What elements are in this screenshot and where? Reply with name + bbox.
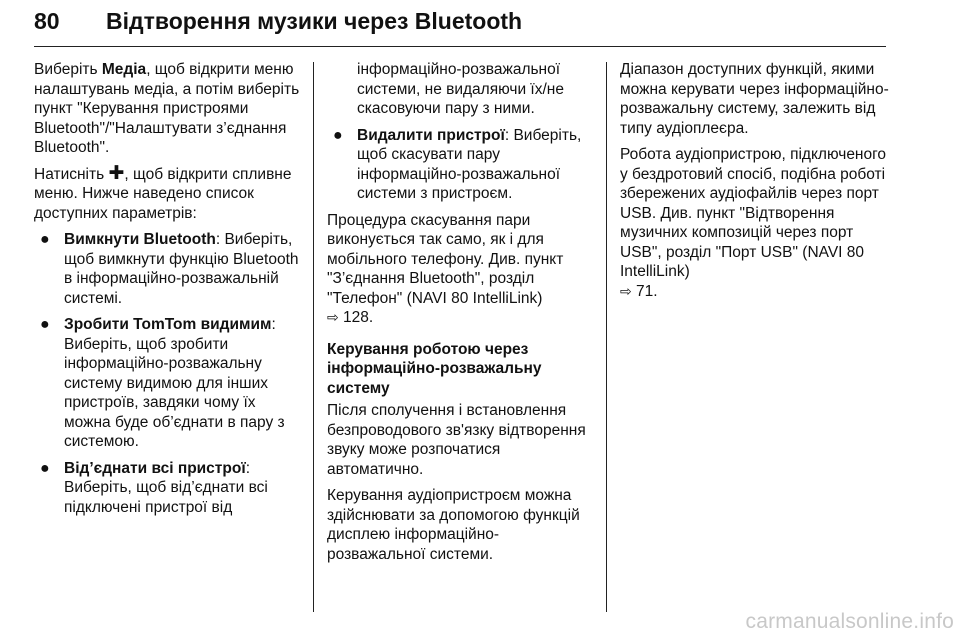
column-2 (327, 60, 595, 571)
bullet-icon: ● (40, 231, 50, 248)
list-item: ● Видалити пристрої: Виберіть, щоб скасувати пару інформаційно-розважальної системи з пристроєм. (333, 126, 582, 202)
list-item: ● Вимкнути Bluetooth: Виберіть, щоб вимкнути функцію Bluetooth в інформаційно-розважальній системі. (40, 231, 299, 307)
page-number: 80 (34, 8, 60, 34)
list-item-continuation: інформаційно-розважальної системи, не видаляючи їх/не скасовуючи пару з ними. (357, 61, 564, 117)
column-1 (34, 60, 302, 524)
watermark: carmanualsonline.info (745, 610, 954, 633)
list-item: ● Зробити TomTom видимим: Виберіть, щоб зробити інформаційно-розважальну систему видимою для інших пристроїв, завдяки чому їх можна буде об’єднати в пару з системою. (40, 316, 285, 450)
plus-icon: ✚ (108, 162, 125, 184)
page-ref-arrow-icon: ⇨ (327, 309, 339, 325)
paragraph-unpair: Процедура скасування пари виконується так само, як і для мобільного телефону. Див. пункт "З’єднання Bluetooth", розділ "Телефон" (NAVI 80 IntelliLink) ⇨ 128. (327, 211, 564, 326)
bullet-icon: ● (40, 316, 50, 333)
section-heading: Керування роботою через інформаційно-розважальну систему (327, 340, 542, 397)
paragraph-functions: Діапазон доступних функцій, якими можна керувати через інформаційно-розважальну систему, залежить від типу аудіоплеєра. (620, 61, 889, 137)
column-3 (620, 60, 892, 308)
paragraph-plus: Натисніть ✚, щоб відкрити спливне меню. Нижче наведено список доступних параметрів: (34, 162, 292, 222)
page-title: Відтворення музики через Bluetooth (106, 8, 523, 34)
paragraph-pairing: Після сполучення і встановлення безпроводового зв'язку відтворення звуку може розпочатися автоматично. (327, 402, 586, 478)
page-ref-arrow-icon: ⇨ (620, 282, 632, 299)
header-divider (34, 46, 886, 47)
media-label: Медіа (101, 61, 147, 78)
paragraph-wireless: Робота аудіопристрою, підключеного у бездротовий спосіб, подібна роботі збережених аудіофайлів через порт USB. Див. пункт "Відтворення музичних композицій через порт USB", розділ "Порт USB" (NAVI 80 IntelliLink) ⇨ 71. (620, 146, 887, 300)
paragraph-media: Виберіть Медіа, щоб відкрити меню налаштувань медіа, а потім виберіть пункт "Керування пристроями Bluetooth"/"Налаштувати з’єднання Bluetooth". (34, 61, 300, 156)
bullet-icon: ● (40, 459, 50, 477)
column-divider-2 (606, 62, 607, 612)
page-header (34, 2, 886, 48)
paragraph-control: Керування аудіопристроєм можна здійснювати за допомогою функцій дисплею інформаційно-розважальної системи. (327, 487, 580, 563)
list-item: ● Від’єднати всі пристрої: Виберіть, щоб від’єднати всі підключені пристрої від (40, 459, 268, 516)
column-divider-1 (313, 62, 314, 612)
bullet-icon: ● (333, 126, 343, 144)
